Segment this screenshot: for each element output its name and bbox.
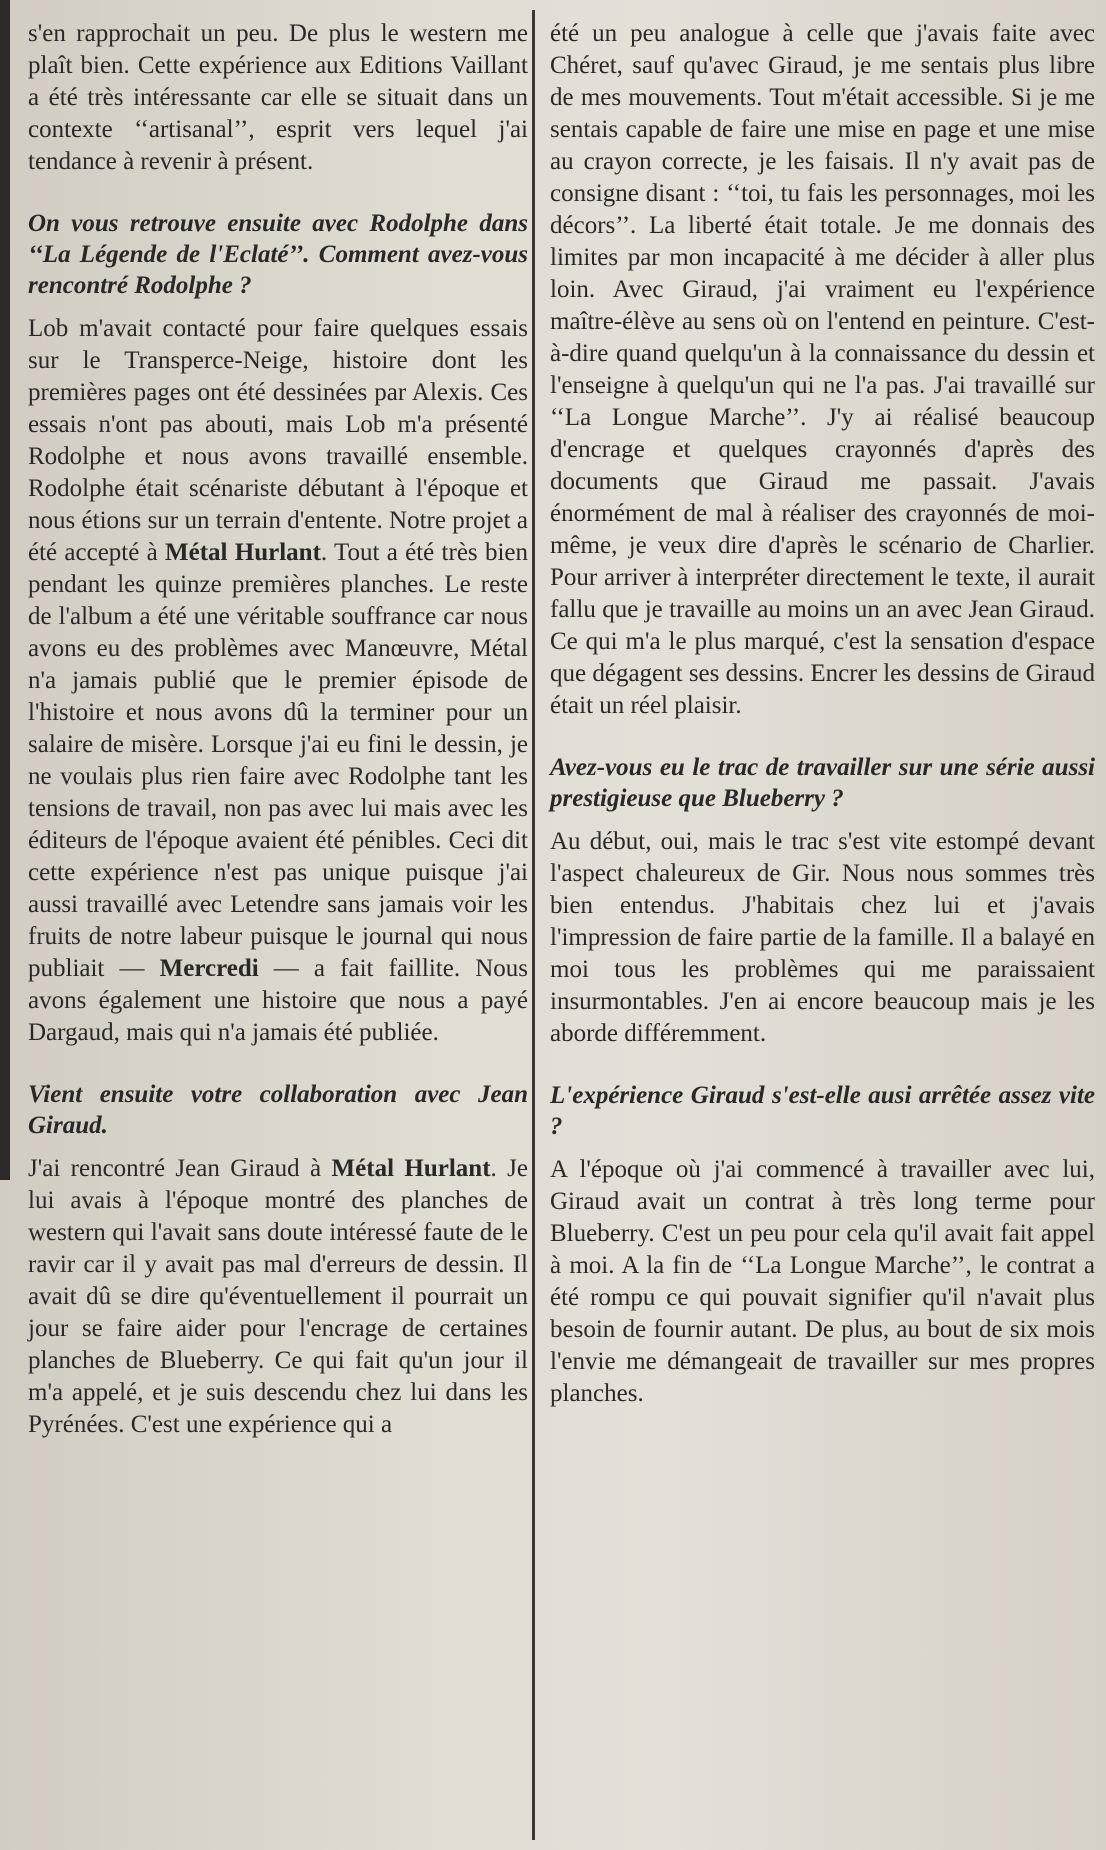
publication-name: Mercredi <box>159 955 259 982</box>
text-run: . Je lui avais à l'époque montré des planches de western qui l'avait sans doute intéressé faute de le ravir car il y avait pas mal d'erreurs de dessin. Il avait dû se dire qu'éventuellement il pourrait un jour se faire aider pour l'encrage de certaines planches de Blueberry. Ce qui fait qu'un jour il m'a appelé, et je suis descendu chez lui dans les Pyrénées. C'est une expérience qui a <box>28 1155 528 1438</box>
text-run: — a fait faillite. Nous avons également une histoire que nous a payé Dargaud, mais qui n'a jamais été publiée. <box>28 955 528 1046</box>
column-divider <box>532 10 535 1840</box>
left-paragraph-1: s'en rapprochait un peu. De plus le western me plaît bien. Cette expérience aux Editions Vaillant a été très intéressante car elle se situait dans un contexte ‘‘artisanal’’, esprit vers lequel j'ai tendance à revenir à présent. <box>28 20 528 175</box>
question-giraud: Vient ensuite votre collaboration avec Jean Giraud. <box>28 1081 528 1139</box>
right-column <box>550 18 1095 1440</box>
right-paragraph-2: Au début, oui, mais le trac s'est vite estompé devant l'aspect chaleureux de Gir. Nous nous sommes très bien entendus. J'habitais chez lui et j'avais l'impression de faire partie de la famille. Il a balayé en moi tous les problèmes qui me paraissaient insurmontables. J'en ai encore beaucoup mais je les aborde différemment. <box>550 828 1095 1047</box>
text-run: J'ai rencontré Jean Giraud à <box>28 1155 322 1182</box>
right-paragraph-1: été un peu analogue à celle que j'avais faite avec Chéret, sauf qu'avec Giraud, je me sentais plus libre de mes mouvements. Tout m'était accessible. Si je me sentais capable de faire une mise en page et une mise au crayon correcte, je les faisais. Il n'y avait pas de consigne disant : ‘‘toi, tu fais les personnages, moi les décors’’. La liberté était totale. Je me donnais des limites par mon incapacité à me décider à aller plus loin. Avec Giraud, j'ai vraiment eu l'expérience maître-élève au sens où on l'entend en peinture. C'est-à-dire quand quelqu'un à la connaissance du dessin et l'enseigne à quelqu'un qui ne l'a pas. J'ai travaillé sur ‘‘La Longue Marche’’. J'y ai réalisé beaucoup d'encrage et quelques crayonnés d'après des documents que Giraud me passait. J'avais énormément de mal à réaliser des crayonnés de moi-même, je veux dire d'après le scénario de Charlier. Pour arriver à interpréter directement le texte, il aurait fallu que je travaille au moins un an avec Jean Giraud. Ce qui m'a le plus marqué, c'est la sensation d'espace que dégagent ses dessins. Encrer les dessins de Giraud était un réel plaisir. <box>550 20 1095 719</box>
question-trac: Avez-vous eu le trac de travailler sur une série aussi prestigieuse que Blueberry ? <box>550 754 1095 812</box>
page-edge-shadow <box>0 0 10 1180</box>
left-paragraph-3 <box>28 1153 528 1441</box>
text-run: Lob m'avait contacté pour faire quelques essais sur le Transperce-Neige, histoire dont les premières pages ont été dessinées par Alexis. Ces essais n'ont pas abouti, mais Lob m'a présenté Rodolphe et nous avons travaillé ensemble. Rodolphe était scénariste débutant à l'époque et nous étions sur un terrain d'entente. Notre projet a été accepté à <box>28 315 528 566</box>
publication-name: Métal Hurlant <box>165 539 321 566</box>
publication-name: Métal Hurlant <box>331 1155 491 1182</box>
question-experience-end: L'expérience Giraud s'est-elle ausi arrêtée assez vite ? <box>550 1082 1095 1140</box>
text-run: . Tout a été très bien pendant les quinze premières planches. Le reste de l'album a été une véritable souffrance car nous avons eu des problèmes avec Manœuvre, Métal n'a jamais publié que le premier épisode de l'histoire et nous avons dû la terminer pour un salaire de misère. Lorsque j'ai eu fini le dessin, je ne voulais plus rien faire avec Rodolphe tant les tensions de travail, non pas avec lui mais avec les éditeurs de l'époque avaient été pénibles. Ceci dit cette expérience n'est pas unique puisque j'ai aussi travaillé avec Letendre sans jamais voir les fruits de notre labeur puisque le journal qui nous publiait — <box>28 539 528 982</box>
left-paragraph-2 <box>28 313 528 1049</box>
question-rodolphe: On vous retrouve ensuite avec Rodolphe dans ‘‘La Légende de l'Eclaté’’. Comment avez-vous rencontré Rodolphe ? <box>28 210 528 299</box>
left-column <box>28 18 528 1471</box>
right-paragraph-3: A l'époque où j'ai commencé à travailler avec lui, Giraud avait un contrat à très long terme pour Blueberry. C'est un peu pour cela qu'il avait fait appel à moi. A la fin de ‘‘La Longue Marche’’, le contrat a été rompu ce qui pouvait signifier qu'il n'avait plus besoin de fournir autant. De plus, au bout de six mois l'envie me démangeait de travailler sur mes propres planches. <box>550 1156 1095 1407</box>
